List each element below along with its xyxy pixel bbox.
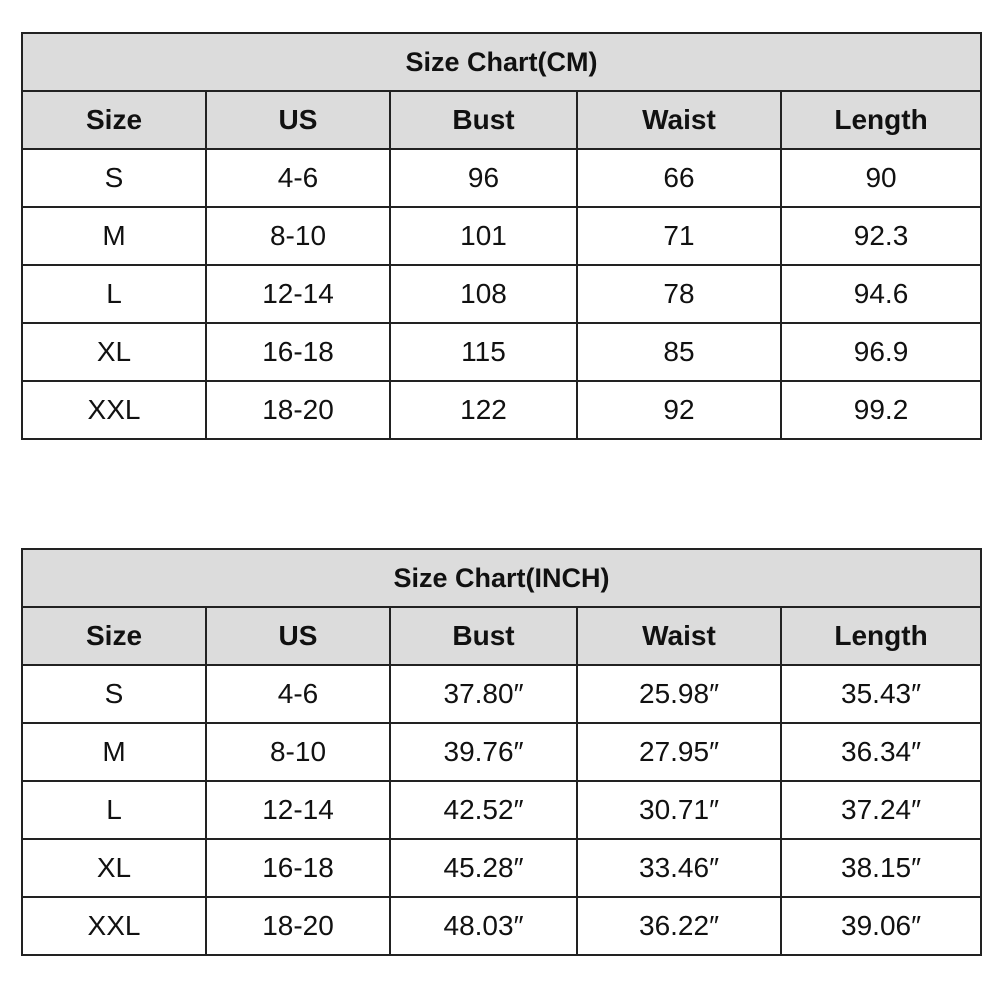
cell-bust: 37.80″ bbox=[390, 665, 577, 723]
table-row bbox=[22, 723, 981, 781]
cell-size: S bbox=[22, 149, 206, 207]
cell-length: 96.9 bbox=[781, 323, 981, 381]
cell-length: 38.15″ bbox=[781, 839, 981, 897]
table-title: Size Chart(INCH) bbox=[22, 549, 981, 607]
table-row bbox=[22, 323, 981, 381]
cell-us: 12-14 bbox=[206, 265, 390, 323]
cell-us: 8-10 bbox=[206, 723, 390, 781]
cell-waist: 33.46″ bbox=[577, 839, 781, 897]
size-chart-cm-table bbox=[21, 32, 982, 440]
cell-size: M bbox=[22, 723, 206, 781]
column-header-size: Size bbox=[22, 607, 206, 665]
cell-us: 12-14 bbox=[206, 781, 390, 839]
column-header-size: Size bbox=[22, 91, 206, 149]
table-header-row bbox=[22, 91, 981, 149]
cell-size: XXL bbox=[22, 381, 206, 439]
cell-bust: 122 bbox=[390, 381, 577, 439]
cell-us: 4-6 bbox=[206, 665, 390, 723]
cell-size: M bbox=[22, 207, 206, 265]
table-title: Size Chart(CM) bbox=[22, 33, 981, 91]
cell-waist: 92 bbox=[577, 381, 781, 439]
table-row bbox=[22, 149, 981, 207]
column-header-length: Length bbox=[781, 607, 981, 665]
cell-size: S bbox=[22, 665, 206, 723]
cell-waist: 78 bbox=[577, 265, 781, 323]
table-row bbox=[22, 381, 981, 439]
cell-length: 90 bbox=[781, 149, 981, 207]
cell-length: 35.43″ bbox=[781, 665, 981, 723]
cell-waist: 71 bbox=[577, 207, 781, 265]
cell-waist: 66 bbox=[577, 149, 781, 207]
cell-size: L bbox=[22, 781, 206, 839]
column-header-us: US bbox=[206, 91, 390, 149]
cell-waist: 36.22″ bbox=[577, 897, 781, 955]
cell-length: 36.34″ bbox=[781, 723, 981, 781]
table-row bbox=[22, 781, 981, 839]
cell-bust: 101 bbox=[390, 207, 577, 265]
cell-size: XL bbox=[22, 323, 206, 381]
table-header-row bbox=[22, 607, 981, 665]
table-row bbox=[22, 207, 981, 265]
cell-bust: 39.76″ bbox=[390, 723, 577, 781]
column-header-us: US bbox=[206, 607, 390, 665]
table-row bbox=[22, 897, 981, 955]
cell-size: XL bbox=[22, 839, 206, 897]
cell-length: 94.6 bbox=[781, 265, 981, 323]
column-header-waist: Waist bbox=[577, 91, 781, 149]
cell-size: XXL bbox=[22, 897, 206, 955]
cell-us: 8-10 bbox=[206, 207, 390, 265]
table-title-row bbox=[22, 549, 981, 607]
column-header-bust: Bust bbox=[390, 91, 577, 149]
column-header-waist: Waist bbox=[577, 607, 781, 665]
cell-us: 16-18 bbox=[206, 323, 390, 381]
cell-bust: 42.52″ bbox=[390, 781, 577, 839]
cell-length: 99.2 bbox=[781, 381, 981, 439]
cell-waist: 25.98″ bbox=[577, 665, 781, 723]
cell-us: 16-18 bbox=[206, 839, 390, 897]
cell-bust: 48.03″ bbox=[390, 897, 577, 955]
table-title-row bbox=[22, 33, 981, 91]
cell-us: 18-20 bbox=[206, 897, 390, 955]
cell-waist: 85 bbox=[577, 323, 781, 381]
table-row bbox=[22, 665, 981, 723]
cell-bust: 96 bbox=[390, 149, 577, 207]
cell-length: 92.3 bbox=[781, 207, 981, 265]
cell-bust: 115 bbox=[390, 323, 577, 381]
column-header-bust: Bust bbox=[390, 607, 577, 665]
column-header-length: Length bbox=[781, 91, 981, 149]
size-chart-inch-table bbox=[21, 548, 982, 956]
cell-length: 37.24″ bbox=[781, 781, 981, 839]
cell-waist: 30.71″ bbox=[577, 781, 781, 839]
cell-us: 4-6 bbox=[206, 149, 390, 207]
cell-bust: 108 bbox=[390, 265, 577, 323]
cell-waist: 27.95″ bbox=[577, 723, 781, 781]
cell-bust: 45.28″ bbox=[390, 839, 577, 897]
cell-length: 39.06″ bbox=[781, 897, 981, 955]
table-row bbox=[22, 839, 981, 897]
cell-us: 18-20 bbox=[206, 381, 390, 439]
cell-size: L bbox=[22, 265, 206, 323]
table-row bbox=[22, 265, 981, 323]
